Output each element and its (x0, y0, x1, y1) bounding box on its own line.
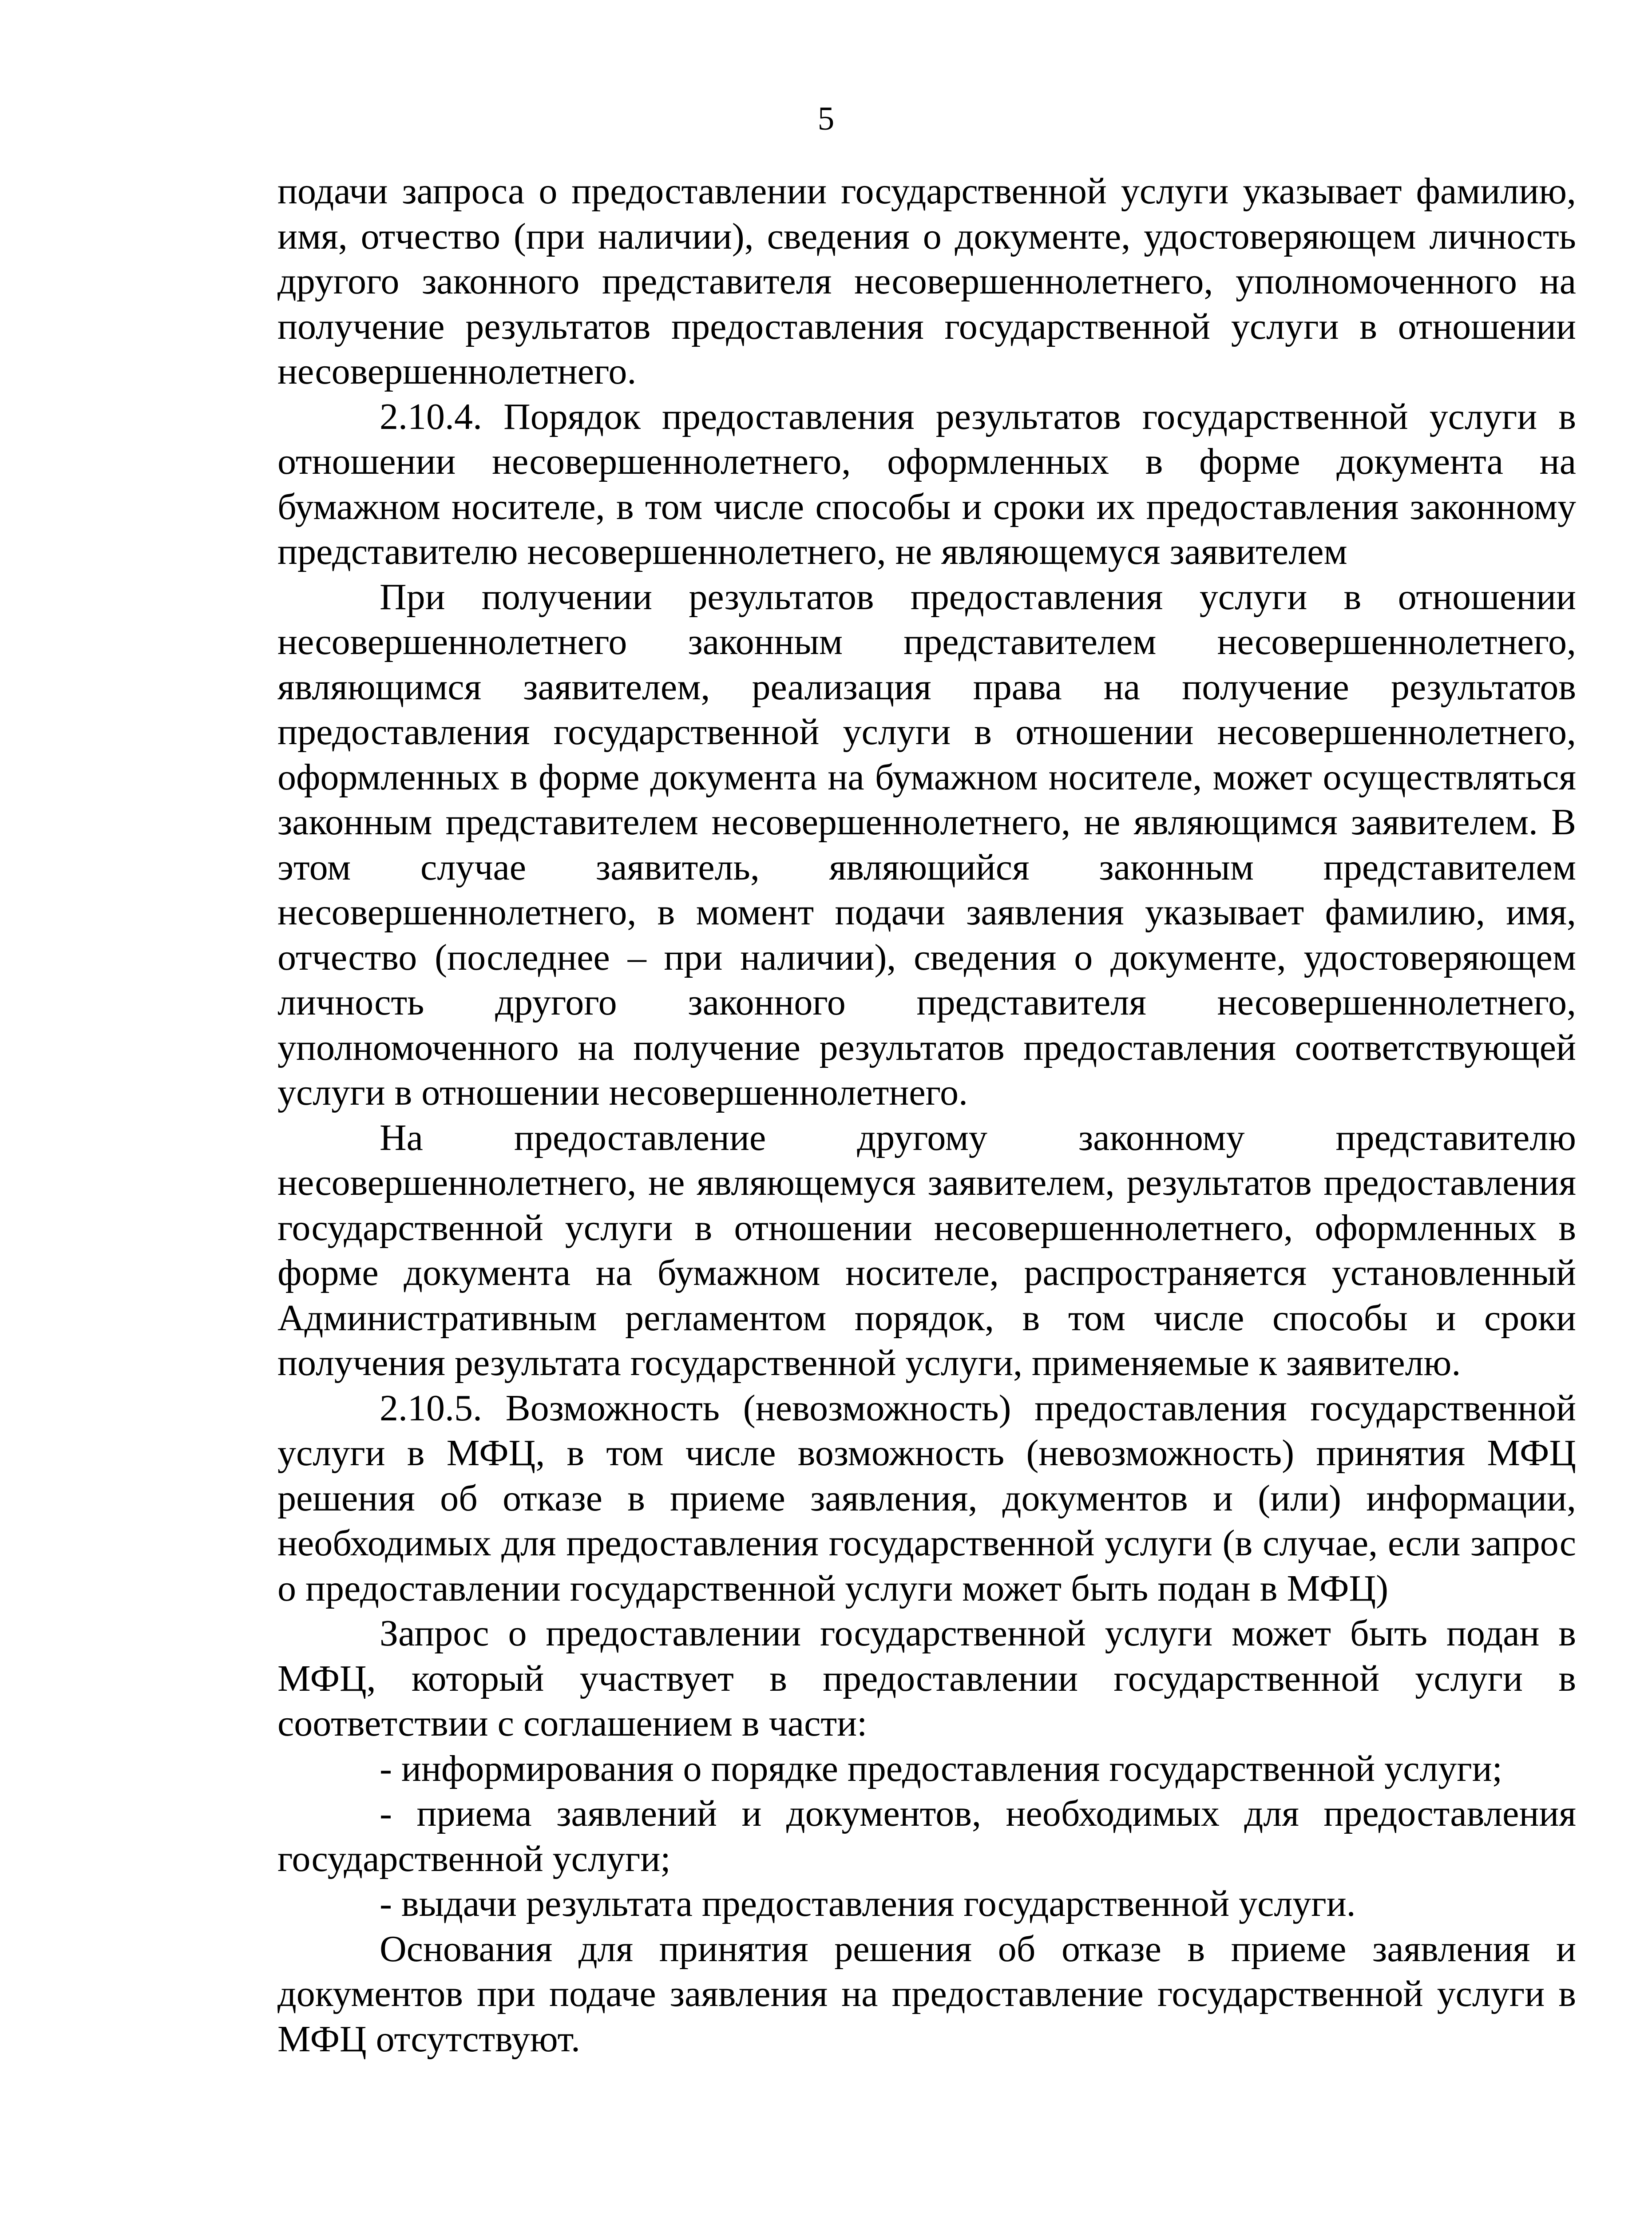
paragraph-legal-representative: При получении результатов предоставления услуги в отношении несовершеннолетнего законным представителем несовершеннолетнего, являющимся заявителем, реализация права на получение результатов предоставления государственной услуги в отношении несовершеннолетнего, оформленных в форме документа на бумажном носителе, может осуществляться законным представителем несовершеннолетнего, не являющимся заявителем. В этом случае заявитель, являющийся законным представителем несовершеннолетнего, в момент подачи заявления указывает фамилию, имя, отчество (последнее – при наличии), сведения о документе, удостоверяющем личность другого законного представителя несовершеннолетнего, уполномоченного на получение результатов предоставления соответствующей услуги в отношении несовершеннолетнего. (277, 576, 1576, 1113)
page-number: 5 (817, 100, 835, 137)
paragraph-mfc-request: Запрос о предоставлении государственной услуги может быть подан в МФЦ, который участвует в предоставлении государственной услуги в соответствии с соглашением в части: (277, 1613, 1576, 1744)
paragraph-procedure-applies: На предоставление другому законному представителю несовершеннолетнего, не являющемуся заявителем, результатов предоставления государственной услуги в отношении несовершеннолетнего, оформленных в форме документа на бумажном носителе, распространяется установленный Административным регламентом порядок, в том числе способы и сроки получения результата государственной услуги, применяемые к заявителю. (277, 1117, 1576, 1384)
paragraph-section-2-10-4-heading: 2.10.4. Порядок предоставления результатов государственной услуги в отношении несовершеннолетнего, оформленных в форме документа на бумажном носителе, в том числе способы и сроки их предоставления законному представителю несовершеннолетнего, не являющемуся заявителем (277, 396, 1576, 572)
list-item-issuing: - выдачи результата предоставления государственной услуги. (380, 1883, 1356, 1924)
paragraph-no-refusal-grounds: Основания для принятия решения об отказе в приеме заявления и документов при подаче заявления на предоставление государственной услуги в МФЦ отсутствуют. (277, 1928, 1576, 2060)
paragraph-continuation: подачи запроса о предоставлении государственной услуги указывает фамилию, имя, отчество (при наличии), сведения о документе, удостоверяющем личность другого законного представителя несовершеннолетнего, уполномоченного на получение результатов предоставления государственной услуги в отношении несовершеннолетнего. (277, 170, 1576, 392)
list-item-receiving: - приема заявлений и документов, необходимых для предоставления государственной услуги; (277, 1793, 1576, 1879)
list-item-informing: - информирования о порядке предоставления государственной услуги; (380, 1748, 1503, 1789)
paragraph-section-2-10-5-heading: 2.10.5. Возможность (невозможность) предоставления государственной услуги в МФЦ, в том числе возможность (невозможность) принятия МФЦ решения об отказе в приеме заявления, документов и (или) информации, необходимых для предоставления государственной услуги (в случае, если запрос о предоставлении государственной услуги может быть подан в МФЦ) (277, 1387, 1576, 1609)
document-body (277, 169, 1576, 2061)
